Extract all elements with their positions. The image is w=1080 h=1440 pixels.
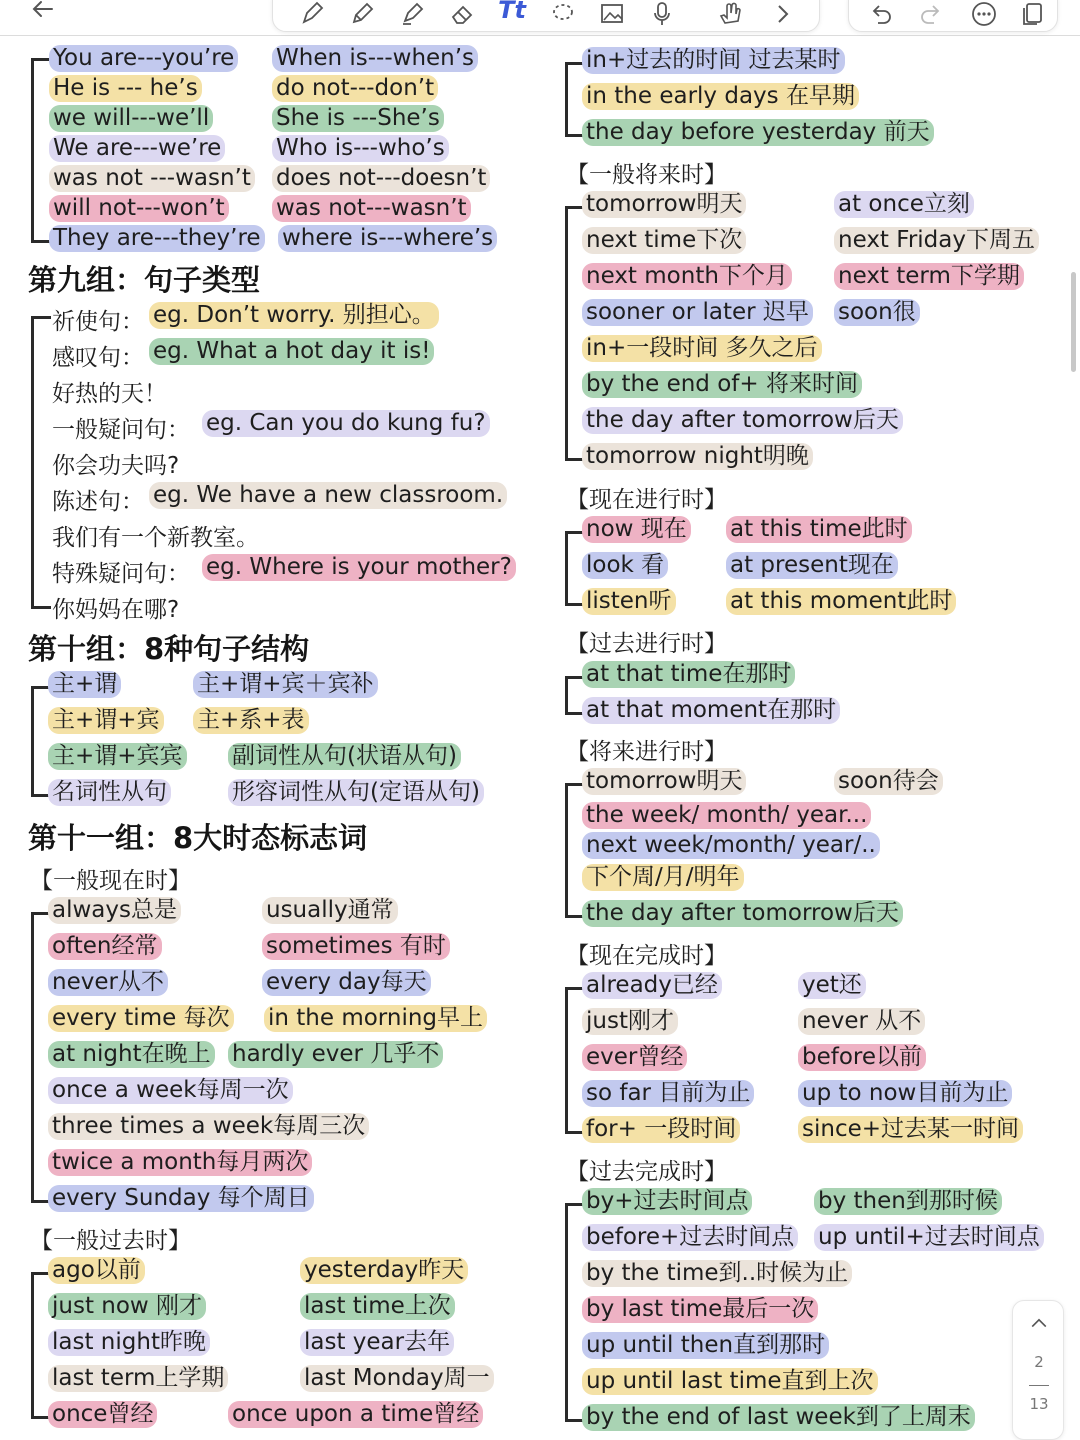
signal-word: 下个周/月/明年 bbox=[582, 864, 744, 891]
group9-title: 第九组：句子类型 bbox=[28, 263, 261, 297]
sentence-example: eg. We have a new classroom. bbox=[149, 482, 507, 509]
text-icon[interactable]: Tt bbox=[498, 0, 526, 24]
signal-word: twice a month每月两次 bbox=[48, 1149, 312, 1176]
pen-icon[interactable] bbox=[295, 1, 329, 27]
signal-word: tomorrow明天 bbox=[582, 768, 746, 795]
lasso-icon[interactable] bbox=[545, 1, 579, 27]
signal-word: in the early days 在早期 bbox=[582, 83, 859, 110]
sentence-type-label: 陈述句： bbox=[52, 489, 144, 515]
scrollbar[interactable] bbox=[1071, 272, 1076, 372]
signal-word: just刚才 bbox=[582, 1008, 678, 1035]
group10-title: 第十组：8种句子结构 bbox=[28, 632, 310, 666]
group11-title: 第十一组：8大时态标志词 bbox=[28, 821, 368, 855]
sentence-translation: 我们有一个新教室。 bbox=[52, 525, 259, 551]
future-cont-label: 【将来进行时】 bbox=[566, 739, 727, 765]
contraction-item: We are---we’re bbox=[49, 135, 225, 162]
structure-item: 形容词性从句(定语从句) bbox=[228, 779, 484, 806]
contraction-item: He is --- he’s bbox=[49, 75, 202, 102]
structure-item: 主+谓+宾 bbox=[48, 707, 164, 734]
signal-word: last time上次 bbox=[300, 1293, 455, 1320]
signal-word: up until+过去时间点 bbox=[814, 1224, 1044, 1251]
signal-word: never从不 bbox=[48, 969, 168, 996]
sentence-type-label: 感叹句： bbox=[52, 345, 144, 371]
simple-past-bracket bbox=[31, 1272, 34, 1418]
tree-tick bbox=[31, 606, 51, 609]
signal-word: listen听 bbox=[582, 588, 676, 615]
structure-item: 主+谓+宾宾 bbox=[48, 743, 187, 770]
signal-word: never 从不 bbox=[798, 1008, 925, 1035]
contraction-item: was not ---wasn’t bbox=[49, 165, 255, 192]
signal-word: since+过去某一时间 bbox=[798, 1116, 1023, 1143]
present-perfect-label: 【现在完成时】 bbox=[566, 943, 727, 969]
image-icon[interactable] bbox=[595, 1, 629, 27]
signal-word: once upon a time曾经 bbox=[228, 1401, 483, 1428]
signal-word: at night在晚上 bbox=[48, 1041, 215, 1068]
signal-word: sooner or later 迟早 bbox=[582, 299, 813, 326]
signal-word: in+过去的时间 过去某时 bbox=[582, 47, 845, 74]
contraction-item: will not---won’t bbox=[49, 195, 229, 222]
contraction-item: When is---when’s bbox=[272, 45, 478, 72]
actions-group bbox=[848, 0, 1058, 32]
contraction-item: She is ---She’s bbox=[272, 105, 444, 132]
signal-word: last term上学期 bbox=[48, 1365, 228, 1392]
signal-word: ever曾经 bbox=[582, 1044, 687, 1071]
sentence-type-label: 祈使句： bbox=[52, 309, 144, 335]
signal-word: just now 刚才 bbox=[48, 1293, 206, 1320]
pencil-icon[interactable] bbox=[345, 1, 379, 27]
tree-tick bbox=[31, 316, 51, 319]
simple-future-bracket bbox=[565, 206, 568, 460]
signal-word: at this moment此时 bbox=[726, 588, 956, 615]
contraction-item: where is---where’s bbox=[278, 225, 497, 252]
more-icon[interactable] bbox=[967, 1, 1001, 27]
signal-word: so far 目前为止 bbox=[582, 1080, 754, 1107]
pages-icon[interactable] bbox=[1017, 1, 1051, 27]
page-divider bbox=[1029, 1385, 1049, 1386]
signal-word: yesterday昨天 bbox=[300, 1257, 468, 1284]
contraction-item: You are---you’re bbox=[49, 45, 238, 72]
signal-word: often经常 bbox=[48, 933, 162, 960]
signal-word: by the end of last week到了上周末 bbox=[582, 1404, 975, 1431]
signal-word: up until last time直到上次 bbox=[582, 1368, 878, 1395]
chevron-up-icon[interactable] bbox=[1013, 1313, 1065, 1343]
present-cont-bracket bbox=[565, 531, 568, 605]
chevron-right-icon[interactable] bbox=[765, 1, 799, 27]
signal-word: by then到那时候 bbox=[814, 1188, 1002, 1215]
signal-word: usually通常 bbox=[262, 897, 398, 924]
simple-past-label: 【一般过去时】 bbox=[30, 1228, 191, 1254]
group9-bracket bbox=[31, 316, 34, 608]
future-cont-bracket bbox=[565, 783, 568, 917]
signal-word: before+过去时间点 bbox=[582, 1224, 798, 1251]
tree-tick bbox=[31, 58, 51, 61]
signal-word: sometimes 有时 bbox=[262, 933, 450, 960]
signal-word: soon很 bbox=[834, 299, 920, 326]
microphone-icon[interactable] bbox=[645, 1, 679, 27]
sentence-type-label: 特殊疑问句： bbox=[52, 561, 190, 587]
signal-word: now 现在 bbox=[582, 516, 691, 543]
simple-present-label: 【一般现在时】 bbox=[30, 868, 191, 894]
signal-word: next month下个月 bbox=[582, 263, 792, 290]
signal-word: every Sunday 每个周日 bbox=[48, 1185, 314, 1212]
signal-word: hardly ever 几乎不 bbox=[228, 1041, 443, 1068]
contraction-item: do not---don’t bbox=[272, 75, 438, 102]
signal-word: at this time此时 bbox=[726, 516, 912, 543]
signal-word: last year去年 bbox=[300, 1329, 454, 1356]
contraction-item: we will---we’ll bbox=[49, 105, 213, 132]
sentence-translation: 你会功夫吗? bbox=[52, 453, 180, 479]
signal-word: three times a week每周三次 bbox=[48, 1113, 369, 1140]
signal-word: once a week每周一次 bbox=[48, 1077, 293, 1104]
signal-word: at present现在 bbox=[726, 552, 898, 579]
signal-word: next Friday下周五 bbox=[834, 227, 1039, 254]
signal-word: by the end of+ 将来时间 bbox=[582, 371, 862, 398]
signal-word: in the morning早上 bbox=[264, 1005, 487, 1032]
page-navigator bbox=[1012, 1300, 1064, 1440]
simple-future-label: 【一般将来时】 bbox=[566, 162, 727, 188]
undo-icon[interactable] bbox=[863, 1, 897, 27]
signal-word: ago以前 bbox=[48, 1257, 145, 1284]
signal-word: always总是 bbox=[48, 897, 181, 924]
structure-item: 副词性从句(状语从句) bbox=[228, 743, 461, 770]
signal-word: tomorrow night明晚 bbox=[582, 443, 813, 470]
total-pages: 13 bbox=[1029, 1395, 1049, 1413]
present-perfect-bracket bbox=[565, 987, 568, 1133]
highlighter-icon[interactable] bbox=[395, 1, 429, 27]
signal-word: at once立刻 bbox=[834, 191, 974, 218]
signal-word: once曾经 bbox=[48, 1401, 157, 1428]
signal-word: by last time最后一次 bbox=[582, 1296, 818, 1323]
signal-word: every day每天 bbox=[262, 969, 431, 996]
signal-word: next term下学期 bbox=[834, 263, 1024, 290]
signal-word: next week/month/ year/.. bbox=[582, 832, 880, 859]
signal-word: at that moment在那时 bbox=[582, 697, 840, 724]
back-arrow-icon[interactable] bbox=[26, 0, 60, 22]
tree-tick bbox=[31, 240, 51, 243]
redo-icon[interactable] bbox=[915, 1, 949, 27]
signal-word: last night昨晚 bbox=[48, 1329, 210, 1356]
signal-word: up to now目前为止 bbox=[798, 1080, 1012, 1107]
sentence-example: eg. Can you do kung fu? bbox=[202, 410, 490, 437]
signal-word: tomorrow明天 bbox=[582, 191, 746, 218]
signal-word: already已经 bbox=[582, 972, 722, 999]
signal-word: the day before yesterday 前天 bbox=[582, 119, 934, 146]
signal-word: every time 每次 bbox=[48, 1005, 234, 1032]
sentence-type-label: 一般疑问句： bbox=[52, 417, 190, 443]
signal-word: before以前 bbox=[798, 1044, 926, 1071]
signal-word: by+过去时间点 bbox=[582, 1188, 752, 1215]
sentence-example: eg. Where is your mother? bbox=[202, 554, 516, 581]
signal-word: by the time到..时候为止 bbox=[582, 1260, 852, 1287]
past-cont-label: 【过去进行时】 bbox=[566, 631, 727, 657]
signal-word: for+ 一段时间 bbox=[582, 1116, 740, 1143]
signal-word: the week/ month/ year... bbox=[582, 802, 871, 829]
sentence-translation: 你妈妈在哪? bbox=[52, 597, 180, 623]
top-toolbar bbox=[0, 0, 1080, 36]
signal-word: at that time在那时 bbox=[582, 661, 795, 688]
past-perfect-label: 【过去完成时】 bbox=[566, 1159, 727, 1185]
contraction-item: does not---doesn’t bbox=[272, 165, 490, 192]
signal-word: the day after tomorrow后天 bbox=[582, 407, 903, 434]
tools-group bbox=[272, 0, 820, 32]
group10-bracket bbox=[31, 686, 34, 796]
sentence-example: eg. What a hot day it is! bbox=[149, 338, 434, 365]
signal-word: soon待会 bbox=[834, 768, 943, 795]
signal-word: last Monday周一 bbox=[300, 1365, 494, 1392]
contraction-item: They are---they’re bbox=[49, 225, 265, 252]
past-cont-bracket bbox=[565, 676, 568, 714]
signal-word: next time下次 bbox=[582, 227, 746, 254]
hand-icon[interactable] bbox=[713, 1, 747, 27]
sentence-translation: 好热的天！ bbox=[52, 381, 167, 407]
signal-word: yet还 bbox=[798, 972, 866, 999]
sentence-example: eg. Don’t worry. 别担心。 bbox=[149, 302, 439, 329]
contractions-bracket bbox=[31, 60, 34, 242]
structure-item: 主+谓 bbox=[48, 671, 121, 698]
structure-item: 主+谓+宾＋宾补 bbox=[193, 671, 378, 698]
current-page: 2 bbox=[1034, 1353, 1044, 1371]
present-cont-label: 【现在进行时】 bbox=[566, 487, 727, 513]
eraser-icon[interactable] bbox=[445, 1, 479, 27]
structure-item: 名词性从句 bbox=[48, 779, 171, 806]
signal-word: look 看 bbox=[582, 552, 668, 579]
simple-present-bracket bbox=[31, 912, 34, 1202]
contraction-item: was not---wasn’t bbox=[272, 195, 471, 222]
signal-word: in+一段时间 多久之后 bbox=[582, 335, 822, 362]
structure-item: 主+系+表 bbox=[193, 707, 309, 734]
past-top-bracket bbox=[565, 62, 568, 136]
signal-word: the day after tomorrow后天 bbox=[582, 900, 903, 927]
signal-word: up until then直到那时 bbox=[582, 1332, 829, 1359]
past-perfect-bracket bbox=[565, 1203, 568, 1421]
contraction-item: Who is---who’s bbox=[272, 135, 449, 162]
